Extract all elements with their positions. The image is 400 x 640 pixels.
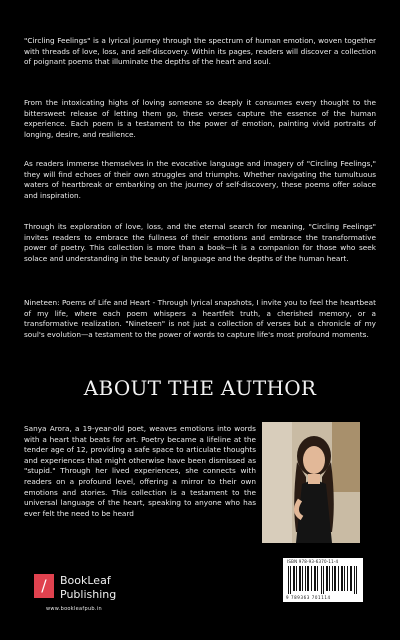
blurb-paragraph-1: "Circling Feelings" is a lyrical journey through the spectrum of human emotion, woven together with threads of love, loss, and self-discovery. Within its pages, readers will discover a collection of poignant poems that illuminate the depths of the heart and soul.	[24, 36, 376, 67]
blurb-paragraph-4: Through its exploration of love, loss, and the eternal search for meaning, "Circling Feelings" invites readers to embrace the fullness of their emotions and embrace the transformative power of poetry. This collection is more than a book—it is a companion for those who seek solace and understanding in the beauty of language and the depths of the human heart.	[24, 222, 376, 263]
isbn-barcode	[283, 558, 363, 602]
barcode-digits: 9 789363 701114	[286, 595, 331, 600]
isbn-text: ISBN 978-93-6370-11-4	[287, 559, 339, 564]
publisher-name-line1: BookLeaf	[60, 574, 111, 587]
publisher-website: www.bookleafpub.in	[46, 606, 102, 612]
author-bio: Sanya Arora, a 19-year-old poet, weaves emotions into words with a heart that beats for art. Poetry became a lifeline at the tender age of 12, providing a safe space to articulate thoughts and experiences that might otherwise have been dismissed as "stupid." Through her lived experiences, she connects with readers on a profound level, offering a mirror to their own emotions and stories. This collection is a testament to the universal language of the heart, speaking to anyone who has ever felt the need to be heard	[24, 424, 256, 518]
about-author-heading: ABOUT THE AUTHOR	[83, 376, 317, 400]
barcode-bars-icon	[287, 566, 359, 594]
author-photo	[262, 422, 360, 543]
publisher-name-line2: Publishing	[60, 588, 117, 601]
blurb-paragraph-2: From the intoxicating highs of loving someone so deeply it consumes every thought to the bittersweet release of letting them go, these verses capture the essence of the human experience. Each poem is a testament to the power of emotion, painting vivid portraits of longing, desire, and resilience.	[24, 98, 376, 139]
bookleaf-logo-icon: /	[34, 574, 54, 598]
blurb-paragraph-5: Nineteen: Poems of Life and Heart - Through lyrical snapshots, I invite you to feel the heartbeat of my life, where each poem whispers a heartfelt truth, a cherished memory, or a transformative realization. "Nineteen" is not just a collection of verses but a chronicle of my soul's evolution—a testament to the power of words to capture life's most profound moments.	[24, 298, 376, 339]
blurb-paragraph-3: As readers immerse themselves in the evocative language and imagery of "Circling Feelings," they will find echoes of their own struggles and triumphs. Whether navigating the tumultuous waters of heartbreak or embarking on the journey of self-discovery, these poems offer solace and inspiration.	[24, 159, 376, 200]
